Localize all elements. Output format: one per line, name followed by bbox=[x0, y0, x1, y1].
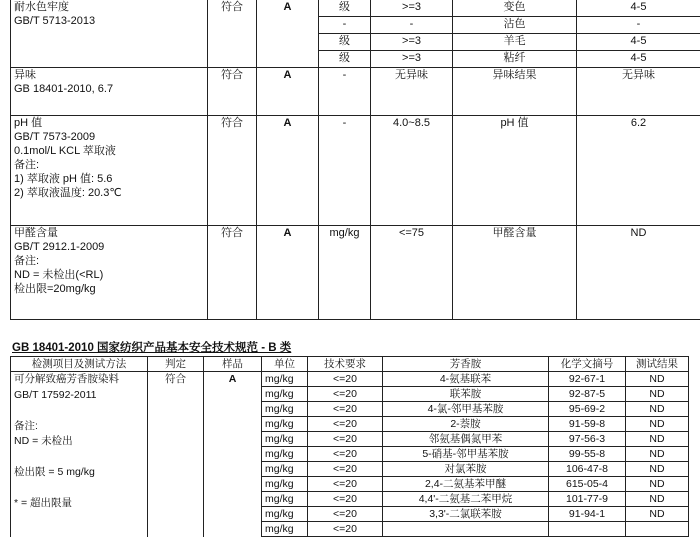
result-cell: ND bbox=[626, 387, 689, 402]
aromatic-amine-table bbox=[10, 356, 689, 537]
requirement-cell: <=20 bbox=[308, 477, 383, 492]
column-header: 化学文摘号 bbox=[549, 357, 626, 372]
parameter-cell: 甲醛含量 bbox=[453, 226, 577, 320]
amine-cell: 2-萘胺 bbox=[383, 417, 549, 432]
unit-cell: mg/kg bbox=[262, 477, 308, 492]
judgement-cell: 符合 bbox=[208, 116, 257, 226]
requirement-cell: <=20 bbox=[308, 462, 383, 477]
cas-number-cell: 92-67-1 bbox=[549, 372, 626, 387]
cas-number-cell: 91-94-1 bbox=[549, 507, 626, 522]
amine-cell: 5-硝基-邻甲基苯胺 bbox=[383, 447, 549, 462]
test-item-cell bbox=[11, 372, 148, 537]
requirement-cell: <=20 bbox=[308, 492, 383, 507]
sample-cell: A bbox=[204, 372, 262, 537]
requirement-cell: <=75 bbox=[371, 226, 453, 320]
test-note-line bbox=[14, 450, 144, 466]
test-method: GB 18401-2010, 6.7 bbox=[14, 82, 204, 96]
unit-cell: 级 bbox=[319, 0, 371, 17]
result-cell: ND bbox=[626, 447, 689, 462]
sample-cell: A bbox=[257, 68, 319, 116]
unit-cell: mg/kg bbox=[262, 522, 308, 537]
parameter-cell: 沾色 bbox=[453, 17, 577, 34]
cas-number-cell: 91-59-8 bbox=[549, 417, 626, 432]
test-note-line: * = 超出限量 bbox=[14, 496, 144, 512]
result-cell: ND bbox=[626, 417, 689, 432]
table-row bbox=[11, 0, 700, 17]
cas-number-cell: 95-69-2 bbox=[549, 402, 626, 417]
parameter-cell: 粘纤 bbox=[453, 51, 577, 68]
test-note-line: 检出限 = 5 mg/kg bbox=[14, 465, 144, 481]
result-cell: 无异味 bbox=[577, 68, 700, 116]
cas-number-cell: 92-87-5 bbox=[549, 387, 626, 402]
table-header-row bbox=[11, 357, 689, 372]
test-note-line: 备注: bbox=[14, 254, 204, 268]
test-note-line: 1) 萃取液 pH 值: 5.6 bbox=[14, 172, 204, 186]
section-title: GB 18401-2010 国家纺织产品基本安全技术规范 - B 类 bbox=[12, 339, 291, 355]
test-method: GB/T 17592-2011 bbox=[14, 388, 144, 404]
column-header: 测试结果 bbox=[626, 357, 689, 372]
cas-number-cell: 99-55-8 bbox=[549, 447, 626, 462]
requirement-cell: <=20 bbox=[308, 432, 383, 447]
unit-cell: mg/kg bbox=[262, 507, 308, 522]
unit-cell: mg/kg bbox=[262, 462, 308, 477]
requirement-cell: 4.0~8.5 bbox=[371, 116, 453, 226]
amine-cell: 4,4'-二氨基二苯甲烷 bbox=[383, 492, 549, 507]
table-row bbox=[11, 226, 700, 320]
table-row bbox=[11, 116, 700, 226]
test-item-cell bbox=[11, 116, 208, 226]
result-cell: ND bbox=[577, 226, 700, 320]
unit-cell: mg/kg bbox=[262, 372, 308, 387]
test-method: GB/T 2912.1-2009 bbox=[14, 240, 204, 254]
requirement-cell: >=3 bbox=[371, 34, 453, 51]
amine-cell: 联苯胺 bbox=[383, 387, 549, 402]
amine-cell: 4-氯-邻甲基苯胺 bbox=[383, 402, 549, 417]
unit-cell: 级 bbox=[319, 51, 371, 68]
result-cell: ND bbox=[626, 477, 689, 492]
requirement-cell: <=20 bbox=[308, 402, 383, 417]
result-cell: 4-5 bbox=[577, 34, 700, 51]
sample-cell: A bbox=[257, 226, 319, 320]
requirement-cell: - bbox=[371, 17, 453, 34]
test-item-cell bbox=[11, 68, 208, 116]
result-cell: ND bbox=[626, 462, 689, 477]
test-item-name: 甲醛含量 bbox=[14, 226, 204, 240]
amine-cell: 3,3'-二氯联苯胺 bbox=[383, 507, 549, 522]
amine-cell: 2,4-二氨基苯甲醚 bbox=[383, 477, 549, 492]
requirement-cell: <=20 bbox=[308, 507, 383, 522]
test-item-name: 异味 bbox=[14, 68, 204, 82]
column-header: 判定 bbox=[148, 357, 204, 372]
unit-cell: - bbox=[319, 116, 371, 226]
test-note-line bbox=[14, 403, 144, 419]
result-cell bbox=[626, 522, 689, 537]
amine-cell: 邻氨基偶氮甲苯 bbox=[383, 432, 549, 447]
result-cell: ND bbox=[626, 372, 689, 387]
parameter-cell: 羊毛 bbox=[453, 34, 577, 51]
result-cell: 6.2 bbox=[577, 116, 700, 226]
test-results-table-1 bbox=[10, 0, 700, 320]
result-cell: ND bbox=[626, 402, 689, 417]
result-cell: - bbox=[577, 17, 700, 34]
column-header: 样品 bbox=[204, 357, 262, 372]
test-method: GB/T 5713-2013 bbox=[14, 14, 204, 28]
column-header: 技术要求 bbox=[308, 357, 383, 372]
unit-cell: mg/kg bbox=[319, 226, 371, 320]
result-cell: ND bbox=[626, 432, 689, 447]
amine-cell: 对氯苯胺 bbox=[383, 462, 549, 477]
unit-cell: mg/kg bbox=[262, 447, 308, 462]
judgement-cell: 符合 bbox=[208, 68, 257, 116]
requirement-cell: <=20 bbox=[308, 372, 383, 387]
test-note-line: 备注: bbox=[14, 158, 204, 172]
test-item-cell bbox=[11, 226, 208, 320]
cas-number-cell: 101-77-9 bbox=[549, 492, 626, 507]
table-row bbox=[11, 68, 700, 116]
amine-cell: 4-氨基联苯 bbox=[383, 372, 549, 387]
test-method: GB/T 7573-2009 bbox=[14, 130, 204, 144]
amine-cell bbox=[383, 522, 549, 537]
requirement-cell: >=3 bbox=[371, 0, 453, 17]
test-note-line: ND = 未检出 bbox=[14, 434, 144, 450]
sample-cell: A bbox=[257, 0, 319, 68]
column-header: 检测项目及测试方法 bbox=[11, 357, 148, 372]
requirement-cell: >=3 bbox=[371, 51, 453, 68]
sample-cell: A bbox=[257, 116, 319, 226]
test-note-line: 0.1mol/L KCL 萃取液 bbox=[14, 144, 204, 158]
test-note-line bbox=[14, 481, 144, 497]
requirement-cell: <=20 bbox=[308, 387, 383, 402]
unit-cell: 级 bbox=[319, 34, 371, 51]
unit-cell: mg/kg bbox=[262, 492, 308, 507]
requirement-cell: <=20 bbox=[308, 447, 383, 462]
result-cell: ND bbox=[626, 507, 689, 522]
result-cell: 4-5 bbox=[577, 0, 700, 17]
unit-cell: - bbox=[319, 17, 371, 34]
unit-cell: - bbox=[319, 68, 371, 116]
unit-cell: mg/kg bbox=[262, 417, 308, 432]
test-item-cell bbox=[11, 0, 208, 68]
test-item-name: 可分解致癌芳香胺染料 bbox=[14, 372, 144, 388]
requirement-cell: <=20 bbox=[308, 417, 383, 432]
requirement-cell: 无异味 bbox=[371, 68, 453, 116]
column-header: 芳香胺 bbox=[383, 357, 549, 372]
test-item-name: pH 值 bbox=[14, 116, 204, 130]
cas-number-cell: 615-05-4 bbox=[549, 477, 626, 492]
test-note-line: 2) 萃取液温度: 20.3℃ bbox=[14, 186, 204, 200]
cas-number-cell bbox=[549, 522, 626, 537]
result-cell: 4-5 bbox=[577, 51, 700, 68]
unit-cell: mg/kg bbox=[262, 402, 308, 417]
parameter-cell: 变色 bbox=[453, 0, 577, 17]
test-note-line: 检出限=20mg/kg bbox=[14, 282, 204, 296]
unit-cell: mg/kg bbox=[262, 387, 308, 402]
table-row bbox=[11, 372, 689, 387]
cas-number-cell: 97-56-3 bbox=[549, 432, 626, 447]
result-cell: ND bbox=[626, 492, 689, 507]
test-item-name: 耐水色牢度 bbox=[14, 0, 204, 14]
judgement-cell: 符合 bbox=[148, 372, 204, 537]
judgement-cell: 符合 bbox=[208, 226, 257, 320]
parameter-cell: 异味结果 bbox=[453, 68, 577, 116]
judgement-cell: 符合 bbox=[208, 0, 257, 68]
test-note-line: ND = 未检出(<RL) bbox=[14, 268, 204, 282]
parameter-cell: pH 值 bbox=[453, 116, 577, 226]
requirement-cell: <=20 bbox=[308, 522, 383, 537]
test-note-line: 备注: bbox=[14, 419, 144, 435]
unit-cell: mg/kg bbox=[262, 432, 308, 447]
column-header: 单位 bbox=[262, 357, 308, 372]
cas-number-cell: 106-47-8 bbox=[549, 462, 626, 477]
